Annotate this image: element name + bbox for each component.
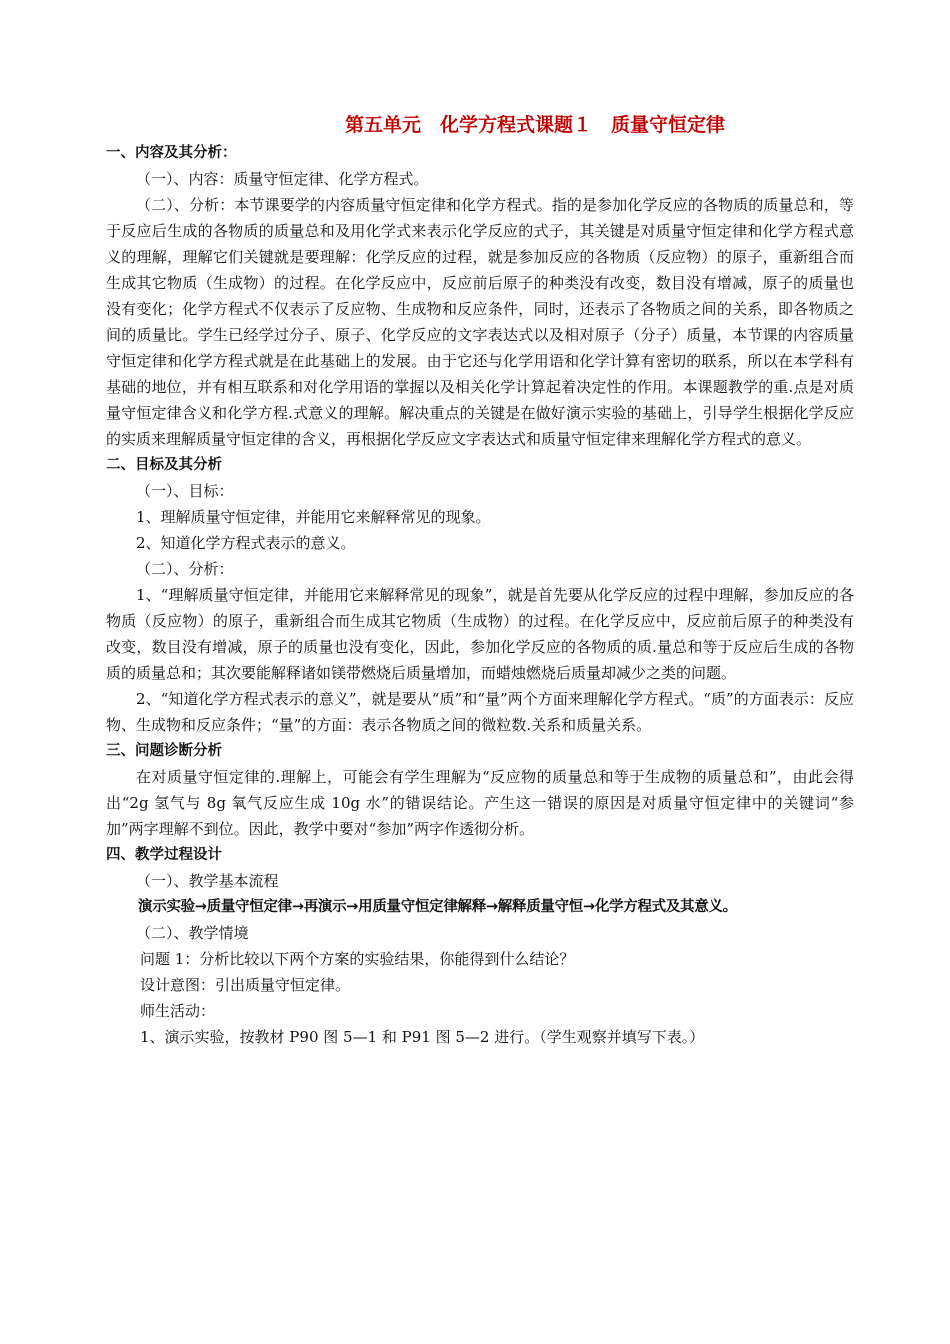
analysis-paragraph: （二）、分析：本节课要学的内容质量守恒定律和化学方程式。指的是参加化学反应的各物质的质量总和，等于反应后生成的各物质的质量总和及用化学式来表示化学反应的式子，其关键是对质量守恒定律和化学方程式意义的理解，理解它们关键就是要理解：化学反应的过程，就是参加反应的各物质（反应物）的原子，重新组合而生成其它物质（生成物）的过程。在化学反应中，反应前后原子的种类没有改变，数目没有增减，原子的质量也没有变化；化学方程式不仅表示了反应物、生成物和反应条件，同时，还表示了各物质之间的关系，即各物质之间的质量比。学生已经学过分子、原子、化学反应的文字表达式以及相对原子（分子）质量，本节课的内容质量守恒定律和化学方程式就是在此基础上的发展。由于它还与化学用语和化学计算有密切的联系，所以在本学科有基础的地位，并有相互联系和对化学用语的掌握以及相关化学计算起着决定性的作用。本课题教学的重.点是对质量守恒定律含义和化学方程.式意义的理解。解决重点的关键是在做好演示实验的基础上，引导学生根据化学反应的实质来理解质量守恒定律的含义，再根据化学反应文字表达式和质量守恒定律来理解化学方程式的意义。 (106, 196, 854, 448)
section-heading: 四、教学过程设计 (106, 847, 222, 863)
analysis-paragraph: 2、“知道化学方程式表示的意义”，就是要从“质”和“量”两个方面来理解化学方程式。“质”的方面表示：反应物、生成物和反应条件；“量”的方面：表示各物质之间的微粒数.关系和质量关系。 (106, 690, 854, 734)
document-title: 第五单元 化学方程式课题１ 质量守恒定律 (345, 114, 726, 136)
analysis-paragraph: 1、“理解质量守恒定律，并能用它来解释常见的现象”，就是首先要从化学反应的过程中理解，参加反应的各物质（反应物）的原子，重新组合而生成其它物质（生成物）的过程。在化学反应中，反应前后原子的种类没有改变，数目没有增减，原子的质量也没有变化，因此，参加化学反应的各物质的质.量总和等于反应后生成的各物质的质量总和；其次要能解释诸如镁带燃烧后质量增加，而蜡烛燃烧后质量却减少之类的问题。 (106, 586, 854, 682)
section-heading: 三、问题诊断分析 (106, 743, 222, 759)
teaching-flow: 演示实验→质量守恒定律→再演示→用质量守恒定律解释→解释质量守恒→化学方程式及其意义。 (138, 899, 737, 915)
demo-line: 1、演示实验，按教材 P90 图 5—1 和 P91 图 5—2 进行。（学生观察并填写下表。） (140, 1028, 705, 1046)
section-heading: 一、内容及其分析： (106, 145, 237, 161)
goal-item: 1、理解质量守恒定律，并能用它来解释常见的现象。 (136, 508, 491, 526)
section-heading: 二、目标及其分析 (106, 457, 222, 473)
subsection-label: （二）、教学情境 (136, 924, 249, 942)
content-line: （一）、内容：质量守恒定律、化学方程式。 (136, 170, 429, 188)
document-body (106, 140, 854, 1050)
subsection-label: （二）、分析： (136, 560, 234, 578)
question-line: 问题 1：分析比较以下两个方案的实验结果，你能得到什么结论？ (140, 950, 575, 968)
intent-line: 设计意图：引出质量守恒定律。 (140, 976, 351, 994)
activity-line: 师生活动： (140, 1002, 216, 1020)
diagnosis-paragraph: 在对质量守恒定律的.理解上，可能会有学生理解为“反应物的质量总和等于生成物的质量总和”，由此会得出“2g 氢气与 8g 氧气反应生成 10g 水”的错误结论。产生这一错误的原因是对质量守恒定律中的关键词“参加”两字理解不到位。因此，教学中要对“参加”两字作透彻分析。 (106, 768, 854, 838)
subsection-label: （一）、教学基本流程 (136, 872, 279, 890)
goal-item: 2、知道化学方程式表示的意义。 (136, 534, 356, 552)
subsection-label: （一）、目标： (136, 482, 234, 500)
